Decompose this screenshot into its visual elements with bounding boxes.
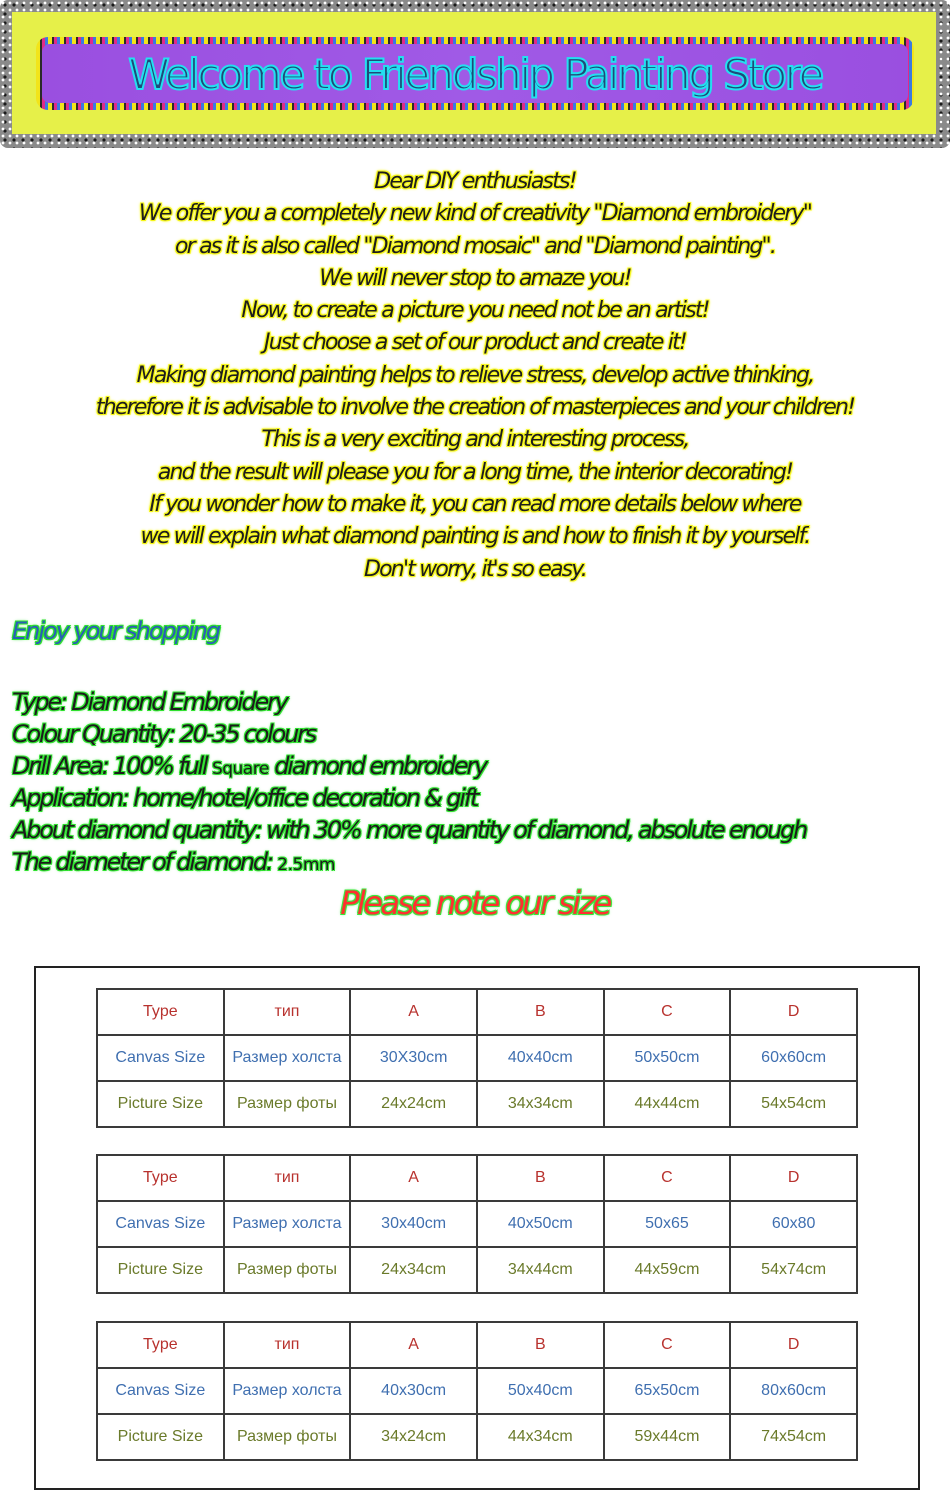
table-cell: Picture Size <box>97 1247 224 1293</box>
table-cell: C <box>604 1155 731 1201</box>
table-cell: Type <box>97 1155 224 1201</box>
table-cell: 50x65 <box>604 1201 731 1247</box>
enjoy-heading: Enjoy your shopping <box>12 617 220 645</box>
intro-line: We offer you a completely new kind of creativity "Diamond embroidery" <box>138 201 812 227</box>
table-row <box>97 1035 857 1081</box>
table-cell: 40x50cm <box>477 1201 604 1247</box>
table-cell: 24x24cm <box>350 1081 477 1127</box>
spec-application: Application: home/hotel/office decoration & gift <box>12 784 478 812</box>
table-cell: 34x24cm <box>350 1414 477 1460</box>
table-cell: Размер холста <box>224 1035 351 1081</box>
size-table <box>96 988 858 1128</box>
spec-drill-square: Square <box>211 759 269 779</box>
table-header-row <box>97 1322 857 1368</box>
table-cell: 50x50cm <box>604 1035 731 1081</box>
spec-colour: Colour Quantity: 20-35 colours <box>12 720 316 748</box>
banner-sign-inner <box>42 44 908 103</box>
spec-drill <box>12 750 806 782</box>
table-cell: 65x50cm <box>604 1368 731 1414</box>
store-title: Welcome to Friendship Painting Store <box>128 50 822 99</box>
intro-line: and the result will please you for a long time, the interior decorating! <box>157 459 793 485</box>
table-cell: Canvas Size <box>97 1035 224 1081</box>
table-cell: 60x80 <box>730 1201 857 1247</box>
spec-drill-prefix: Drill Area: 100% full <box>12 752 207 780</box>
table-cell: 54x54cm <box>730 1081 857 1127</box>
table-cell: Размер холста <box>224 1201 351 1247</box>
table-cell: Canvas Size <box>97 1201 224 1247</box>
intro-line: This is a very exciting and interesting process, <box>261 427 689 453</box>
spec-type: Type: Diamond Embroidery <box>12 688 287 716</box>
table-cell: 80x60cm <box>730 1368 857 1414</box>
table-row <box>97 1201 857 1247</box>
table-cell: D <box>730 1322 857 1368</box>
table-cell: тип <box>224 989 351 1035</box>
table-cell: Canvas Size <box>97 1368 224 1414</box>
table-cell: тип <box>224 1155 351 1201</box>
table-cell: Type <box>97 989 224 1035</box>
table-cell: 34x44cm <box>477 1247 604 1293</box>
intro-line: Now, to create a picture you need not be an artist! <box>241 298 709 324</box>
store-banner <box>0 0 950 148</box>
spec-quantity: About diamond quantity: with 30% more quantity of diamond, absolute enough <box>12 816 807 844</box>
table-cell: 34x34cm <box>477 1081 604 1127</box>
table-cell: C <box>604 1322 731 1368</box>
table-cell: 30X30cm <box>350 1035 477 1081</box>
table-cell: тип <box>224 1322 351 1368</box>
spec-diameter-value: 2.5mm <box>277 855 335 875</box>
table-cell: 40x30cm <box>350 1368 477 1414</box>
table-cell: Type <box>97 1322 224 1368</box>
product-specs <box>12 686 806 878</box>
intro-line: or as it is also called "Diamond mosaic" and "Diamond painting". <box>174 233 776 259</box>
intro-line: Just choose a set of our product and create it! <box>264 330 686 356</box>
intro-line: We will never stop to amaze you! <box>319 265 631 291</box>
table-cell: 44x59cm <box>604 1247 731 1293</box>
size-chart <box>34 966 920 1490</box>
table-cell: 44x34cm <box>477 1414 604 1460</box>
table-cell: B <box>477 989 604 1035</box>
spec-diameter <box>12 846 806 878</box>
spec-diameter-label: The diameter of diamond: <box>12 848 272 876</box>
spec-drill-suffix: diamond embroidery <box>274 752 487 780</box>
table-cell: 50x40cm <box>477 1368 604 1414</box>
table-cell: Размер фоты <box>224 1081 351 1127</box>
table-cell: Picture Size <box>97 1414 224 1460</box>
table-cell: Размер холста <box>224 1368 351 1414</box>
table-row <box>97 1368 857 1414</box>
table-cell: D <box>730 1155 857 1201</box>
table-cell: A <box>350 1322 477 1368</box>
table-cell: B <box>477 1155 604 1201</box>
table-cell: D <box>730 989 857 1035</box>
table-header-row <box>97 989 857 1035</box>
table-cell: 59x44cm <box>604 1414 731 1460</box>
size-table <box>96 1154 858 1294</box>
intro-line: Making diamond painting helps to relieve stress, develop active thinking, <box>136 362 814 388</box>
intro-line: Don't worry, it's so easy. <box>364 556 586 582</box>
table-cell: C <box>604 989 731 1035</box>
table-row <box>97 1081 857 1127</box>
table-cell: 40x40cm <box>477 1035 604 1081</box>
table-cell: A <box>350 989 477 1035</box>
table-cell: Размер фоты <box>224 1247 351 1293</box>
intro-line: we will explain what diamond painting is and how to finish it by yourself. <box>140 524 810 550</box>
table-cell: 74x54cm <box>730 1414 857 1460</box>
banner-sign <box>36 37 914 110</box>
table-cell: Picture Size <box>97 1081 224 1127</box>
size-note-heading: Please note our size <box>340 884 610 922</box>
table-cell: 30x40cm <box>350 1201 477 1247</box>
intro-text <box>0 166 950 586</box>
table-row <box>97 1247 857 1293</box>
table-cell: B <box>477 1322 604 1368</box>
table-cell: 24x34cm <box>350 1247 477 1293</box>
size-table <box>96 1321 858 1461</box>
table-cell: 44x44cm <box>604 1081 731 1127</box>
table-cell: 60x60cm <box>730 1035 857 1081</box>
table-cell: A <box>350 1155 477 1201</box>
table-row <box>97 1414 857 1460</box>
intro-line: If you wonder how to make it, you can read more details below where <box>149 491 801 517</box>
intro-line: Dear DIY enthusiasts! <box>374 169 576 194</box>
table-cell: 54x74cm <box>730 1247 857 1293</box>
table-header-row <box>97 1155 857 1201</box>
table-cell: Размер фоты <box>224 1414 351 1460</box>
intro-line: therefore it is advisable to involve the creation of masterpieces and your children! <box>95 395 855 421</box>
